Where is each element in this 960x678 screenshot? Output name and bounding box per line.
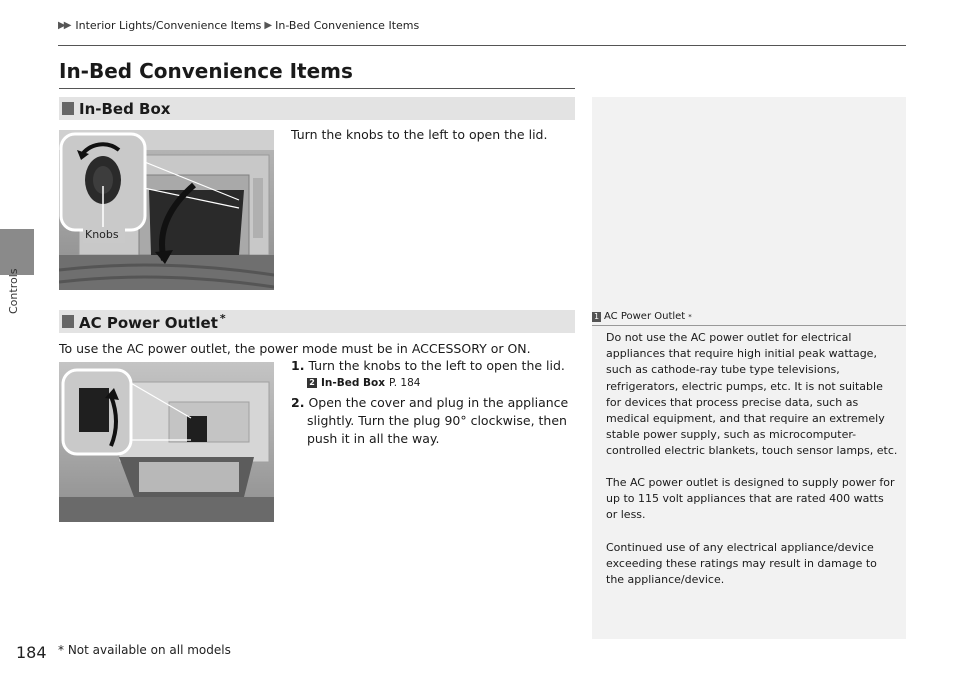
note-paragraph: Continued use of any electrical appliance/device exceeding these ratings may result in damage to the appliance/device.: [606, 541, 877, 587]
in-bed-box-image: [59, 130, 274, 290]
note-paragraph: Do not use the AC power outlet for electrical appliances that require high initial peak wattage, such as cathode-ray tube type televisions, refrigerators, electric pumps, etc. It is not suitable for devices that process precise data, such as medical equipment, and that require an extremely stable power supply, such as microcomputer-controlled electric blankets, touch sensor lamps, etc.: [606, 331, 898, 458]
breadcrumb-arrow-icon: ▶: [264, 20, 273, 31]
note-badge-icon: 1: [593, 311, 600, 321]
header-divider: [58, 45, 906, 46]
breadcrumb-parent[interactable]: Interior Lights/Convenience Items: [75, 19, 262, 32]
breadcrumb-double-arrow-icon: ▶▶: [58, 20, 70, 31]
section-tab-label: Controls: [7, 268, 20, 314]
ac-outlet-step-1: 1. Turn the knobs to the left to open the lid.: [291, 358, 565, 373]
breadcrumb: [58, 19, 419, 32]
title-divider: [59, 88, 575, 89]
note-heading: 1 AC Power Outlet *: [593, 311, 692, 322]
page-number: 184: [16, 643, 47, 662]
cross-reference-link[interactable]: 2 In-Bed Box P. 184: [307, 377, 420, 389]
section-heading-in-bed-box: In-Bed Box: [59, 97, 575, 120]
page-title: In-Bed Convenience Items: [59, 59, 353, 83]
note-paragraph: The AC power outlet is designed to supply power for up to 115 volt appliances that are rated 400 watts or less.: [606, 476, 895, 522]
knobs-callout-label: Knobs: [85, 228, 119, 241]
in-bed-box-instruction: Turn the knobs to the left to open the lid.: [291, 127, 548, 142]
breadcrumb-current[interactable]: In-Bed Convenience Items: [275, 19, 420, 32]
footnote: * Not available on all models: [58, 643, 231, 657]
section-heading-ac-power-outlet: AC Power Outlet *: [59, 310, 575, 333]
ac-outlet-image: [59, 362, 274, 522]
ac-outlet-step-2: 2. Open the cover and plug in the appliance slightly. Turn the plug 90° clockwise, then push it in all the way.: [291, 395, 569, 446]
section-square-icon: [62, 102, 74, 115]
reference-arrow-icon: 2: [307, 378, 317, 388]
section-square-icon: [62, 315, 74, 328]
ac-outlet-intro: To use the AC power outlet, the power mode must be in ACCESSORY or ON.: [59, 341, 531, 356]
note-divider: [592, 325, 906, 326]
